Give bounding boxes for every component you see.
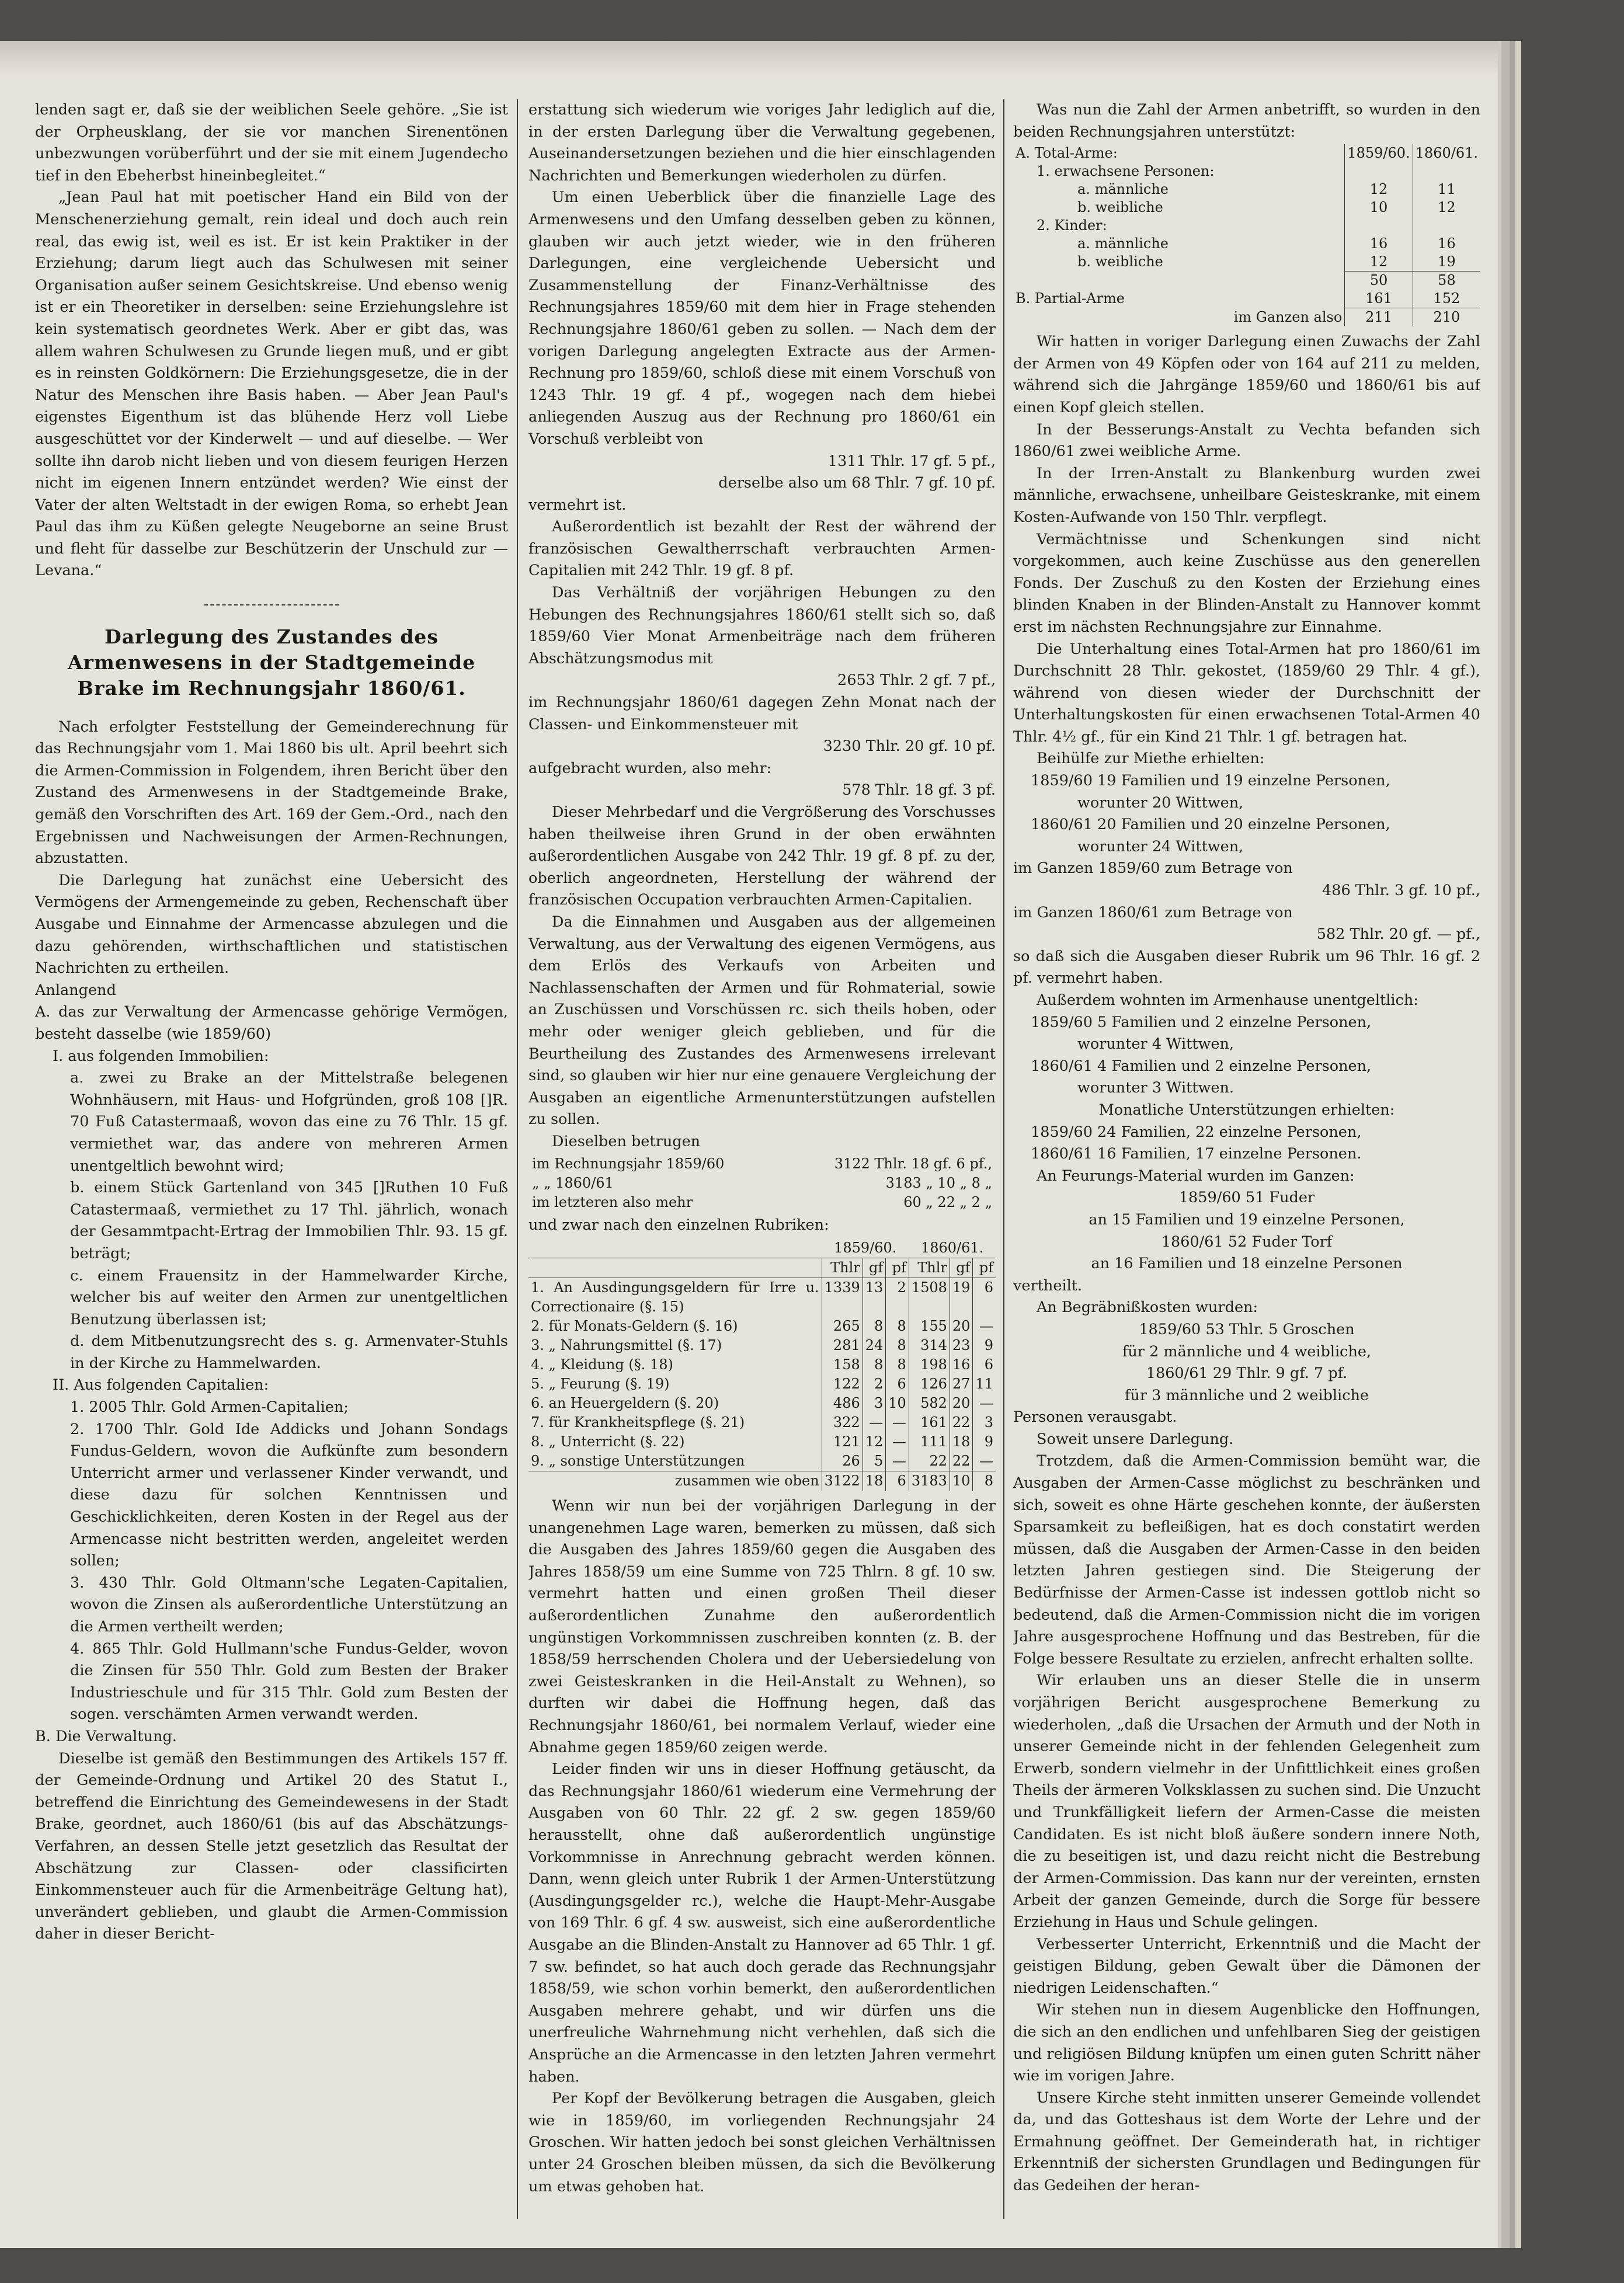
- column-right: [1013, 99, 1480, 2225]
- table-cell: 8: [863, 1355, 886, 1374]
- list-line: 1859/60 24 Familien, 22 einzelne Personen,: [1031, 1123, 1362, 1141]
- page-top-shadow: [0, 41, 1498, 76]
- table-sum-row: [1013, 272, 1480, 290]
- table-cell: 8: [886, 1336, 909, 1355]
- table-cell: 161: [909, 1413, 950, 1432]
- table-row: [528, 1374, 996, 1394]
- subsection-heading: II. Aus folgenden Capitalien:: [53, 1376, 269, 1394]
- paragraph: Wenn wir nun bei der vorjährigen Darlegung in der unangenehmen Lage waren, bemerken zu müssen, daß sich die Ausgaben des Jahres 1859/60 gegen die Ausgaben des Jahres 1858/59 um eine Summe von 725 Thlrn. 8 gf. 10 sw. vermehrt hatten und einen großen Theil dieser außerordentlichen Zunahme den außerordentlich ungünstigen Vorkommnissen zuschreiben konnten (z. B. der 1858/59 herrschenden Cholera und der Uebersiedelung von zwei Geisteskranken in die Heil-Anstalt zu Wehnen), so durften wir dabei die Hoffnung hegen, daß das Rechnungsjahr 1860/61, bei normalem Verlauf, wieder eine Abnahme gegen 1859/60 zeigen werde.: [528, 1497, 996, 1756]
- list-line: 1860/61 4 Familien und 2 einzelne Personen,: [1031, 1057, 1372, 1075]
- list-line: 1860/61 29 Thlr. 9 gf. 7 pf.: [1146, 1365, 1348, 1383]
- table-cell: 12: [1345, 180, 1413, 199]
- table-header-row: [528, 1238, 996, 1258]
- table-row: [528, 1336, 996, 1355]
- paragraph: Per Kopf der Bevölkerung betragen die Ausgaben, gleich wie in 1859/60, im vorliegenden Rechnungsjahr 24 Groschen. Wir hatten jedoch bei sonst gleichen Verhältnissen unter 24 Groschen bleiben müssen, da sich die Bevölkerung um etwas gehoben hat.: [528, 2090, 996, 2195]
- table-cell: 60 „ 22 „ 2 „: [903, 1193, 992, 1210]
- paragraph: In der Besserungs-Anstalt zu Vechta befanden sich 1860/61 zwei weibliche Arme.: [1013, 420, 1480, 461]
- section-heading: B. Die Verwaltung.: [35, 1727, 177, 1745]
- table-cell: —: [886, 1413, 909, 1432]
- table-cell: 155: [909, 1317, 950, 1336]
- table-cell: 8. „ Unterricht (§. 22): [531, 1433, 685, 1450]
- table-cell: 1. erwachsene Personen:: [1037, 163, 1215, 180]
- list-line: an 16 Familien und 18 einzelne Personen: [1091, 1255, 1403, 1273]
- table-total-row: [1013, 308, 1480, 327]
- table-cell: im Ganzen also: [1233, 308, 1343, 325]
- table-cell: 210: [1413, 308, 1480, 327]
- table-cell: —: [886, 1452, 909, 1471]
- list-line: für 3 männliche und 2 weibliche: [1124, 1386, 1369, 1404]
- table-cell: 11: [1413, 180, 1480, 199]
- table-cell: 2. für Monats-Geldern (§. 16): [531, 1318, 738, 1335]
- table-cell: 1. An Ausdingungsgeldern für Irre u. Correctionaire (§. 15): [531, 1279, 819, 1315]
- table-cell: 3: [863, 1394, 886, 1413]
- table-cell: 10: [886, 1394, 909, 1413]
- table-cell: 122: [822, 1374, 863, 1394]
- paragraph: Verbesserter Unterricht, Erkenntniß und die Macht der geistigen Bildung, geben Gewalt über die Dämonen der niedrigen Leidenschaften.“: [1013, 1935, 1480, 1997]
- table-header-cell: 1860/61.: [909, 1238, 996, 1258]
- list-line: für 2 männliche und 4 weibliche,: [1122, 1342, 1372, 1360]
- table-cell: 13: [863, 1278, 886, 1317]
- amount-line: 486 Thlr. 3 gf. 10 pf.,: [1322, 882, 1480, 900]
- paragraph: An Feurungs-Material wurden im Ganzen:: [1037, 1167, 1355, 1185]
- column-left: [35, 99, 508, 2225]
- list-line: im Ganzen 1860/61 zum Betrage von: [1013, 903, 1293, 921]
- table-header-cell: pf: [973, 1258, 996, 1278]
- table-cell: 27: [950, 1374, 973, 1394]
- table-cell: 3122: [822, 1471, 863, 1491]
- table-cell: 7. für Krankheitspflege (§. 21): [531, 1414, 745, 1431]
- table-cell: 6. an Heuergeldern (§. 20): [531, 1395, 719, 1412]
- amount-line: 582 Thlr. 20 gf. — pf.,: [1316, 925, 1480, 944]
- table-cell: 322: [822, 1413, 863, 1432]
- table-cell: zusammen wie oben: [528, 1471, 822, 1491]
- table-row: [528, 1432, 996, 1452]
- table-cell: 198: [909, 1355, 950, 1374]
- list-item: 3. 430 Thlr. Gold Oltmann'sche Legaten-Capitalien, wovon die Zinsen als außerordentliche Unterstützung an die Armen vertheilt werden;: [70, 1574, 508, 1635]
- paragraph: „Jean Paul hat mit poetischer Hand ein Bild von der Menschenerziehung gemalt, rein ideal und doch auch rein real, das ewig ist, weil es ist. Er ist kein Praktiker in der Erziehung; darum liegt auch das Schulwesen mit seiner Organisation außer seinem Gesichtskreise. Und ebenso wenig ist er ein Theoretiker in derselben: seine Erziehungslehre ist kein systematisch geordnetes Werk. Aber er gibt das, was allem wahren Schulwesen zu Grunde liegen muß, und er gibt es in reinsten Goldkörnern: Die Erziehungsgesetze, die in der Natur des Menschen ihre Basis haben. — Aber Jean Paul's eigenstes Eigenthum ist das blühende Herz voll Liebe ausgeschüttet vor der Kinderwelt — und auf dieselbe. — Wer sollte ihn darob nicht lieben und von diesem feurigen Herzen nicht im eigenen Innern entzündet werden? Wie einst der Vater der alten Weltstadt in der ewigen Roma, so erhebt Jean Paul das ihm zu Küßen gelegte Neugeborne an seine Brust und fleht für dasselbe zur Beschützerin der Unschuld zur — Levana.“: [35, 189, 508, 580]
- list-line: 1859/60 51 Fuder: [1178, 1189, 1315, 1207]
- table-cell: 11: [973, 1374, 996, 1394]
- table-cell: 16: [950, 1355, 973, 1374]
- table-cell: [1345, 217, 1413, 235]
- paragraph: Nach erfolgter Feststellung der Gemeinderechnung für das Rechnungsjahr vom 1. Mai 1860 bis ult. April beehrt sich die Armen-Commission in Folgendem, ihren Bericht über den Zustand des Armenwesens in der Stadtgemeinde Brake, gemäß den Vorschriften des Art. 169 der Gem.-Ord., nach den Ergebnissen und Nachweisungen der Armen-Rechnungen, abzustatten.: [35, 718, 508, 868]
- paragraph: Leider finden wir uns in dieser Hoffnung getäuscht, da das Rechnungsjahr 1860/61 wiederum eine Vermehrung der Ausgaben von 60 Thlr. 22 gf. 2 sw. gegen 1859/60 herausstellt, ohne daß außerordentlich ungünstige Vorkommnisse in Anrechnung gebracht werden können. Dann, wenn gleich unter Rubrik 1 der Armen-Unterstützung (Ausdingungsgelder rc.), welche die Haupt-Mehr-Ausgabe von 169 Thlr. 6 gf. 4 sw. ausweist, sich eine außerordentliche Ausgabe an die Blinden-Anstalt zu Hannover ad 65 Thlr. 1 gf. 7 sw. befindet, so hat auch doch gerade das Rechnungsjahr 1858/59, wie schon vorhin bemerkt, den außerordentlichen Ausgaben mehrere gehabt, und wir dürfen uns die unerfreuliche Wahrnehmung nicht verhehlen, daß sich die Ansprüche an die Armencasse in den letzten Jahren vermehrt haben.: [528, 1760, 996, 2086]
- paragraph: und zwar nach den einzelnen Rubriken:: [528, 1216, 829, 1234]
- table-cell: —: [863, 1413, 886, 1432]
- table-header-cell: Thlr: [822, 1258, 863, 1278]
- table-cell: 10: [1345, 199, 1413, 217]
- table-row: [1013, 253, 1480, 272]
- table-header-cell: 1859/60.: [822, 1238, 909, 1258]
- list-line: 1860/61 20 Familien und 20 einzelne Personen,: [1031, 816, 1390, 834]
- column-middle: [528, 99, 996, 2225]
- table-header-cell: A. Total-Arme:: [1016, 145, 1118, 162]
- paragraph: Außerordentlich ist bezahlt der Rest der während der französischen Gewaltherrschaft verbrauchten Armen-Capitalien mit 242 Thlr. 19 gf. 8 pf.: [528, 518, 996, 580]
- table-cell: 24: [863, 1336, 886, 1355]
- table-cell: [1345, 162, 1413, 180]
- paragraph: Wir stehen nun in diesem Augenblicke den Hoffnungen, die sich an den endlichen und unfehlbaren Sieg der geistigen und religiösen Bildung knüpfen um einen guten Schritt näher wie im vorigen Jahre.: [1013, 2001, 1480, 2085]
- table-row: [528, 1413, 996, 1432]
- table-cell: [1013, 272, 1345, 290]
- table-cell: 5: [863, 1452, 886, 1471]
- paragraph: Da die Einnahmen und Ausgaben aus der allgemeinen Verwaltung, aus der Verwaltung des eigenen Vermögens, aus dem Erlös des Verkaufs von Arbeiten und Nachlassenschaften der Armen und für Rohmaterial, sowie an Zuschüssen und Vorschüssen rc. sich theils hoben, oder mehr oder weniger gleich geblieben, und für die Beurtheilung des Zustandes des Armenwesens irrelevant sind, so glauben wir hier nur eine genauere Vergleichung der Ausgaben an eigentliche Armenunterstützungen aufstellen zu sollen.: [528, 913, 996, 1129]
- table-cell: 9. „ sonstige Unterstützungen: [531, 1453, 745, 1470]
- table-cell: 158: [822, 1355, 863, 1374]
- separator: [35, 590, 508, 612]
- list-item: 4. 865 Thlr. Gold Hullmann'sche Fundus-Gelder, wovon die Zinsen für 550 Thlr. Gold zum Besten der Braker Industrieschule und für 315 Thlr. Gold zum Besten der sogen. verschämten Armen verwandt werden.: [70, 1640, 508, 1724]
- table-cell: 22: [950, 1413, 973, 1432]
- table-cell: 211: [1345, 308, 1413, 327]
- table-cell: 152: [1413, 290, 1480, 308]
- table-header-row: [528, 1258, 996, 1278]
- table-cell: 12: [1413, 199, 1480, 217]
- table-cell: 3122 Thlr. 18 gf. 6 pf.,: [834, 1155, 992, 1172]
- table-cell: 6: [886, 1471, 909, 1491]
- table-cell: 6: [973, 1355, 996, 1374]
- table-cell: 19: [1413, 253, 1480, 272]
- table-cell: 18: [863, 1471, 886, 1491]
- table-cell: 16: [1345, 235, 1413, 253]
- table-row: [1013, 199, 1480, 217]
- table-cell: 121: [822, 1432, 863, 1452]
- table-cell: —: [886, 1432, 909, 1452]
- yearly-comparison-table: [528, 1154, 996, 1212]
- table-row: [528, 1394, 996, 1413]
- table-cell: [1413, 162, 1480, 180]
- list-line: 1859/60 19 Familien und 19 einzelne Personen,: [1031, 772, 1390, 790]
- table-cell: 2: [863, 1374, 886, 1394]
- list-line: worunter 4 Wittwen,: [1077, 1035, 1234, 1053]
- paragraph: Dieser Mehrbedarf und die Vergrößerung des Vorschusses haben theilweise ihren Grund in der oben erwähnten außerordentlichen Ausgabe von 242 Thlr. 19 gf. 8 pf. zu der, oberlich angeordneten, Herstellung der während der französischen Occupation verbrauchten Armen-Capitalien.: [528, 803, 996, 909]
- table-row: [528, 1174, 996, 1193]
- table-row: [1013, 290, 1480, 308]
- table-row: [1013, 162, 1480, 180]
- table-cell: 9: [973, 1336, 996, 1355]
- list-line: 1859/60 5 Familien und 2 einzelne Personen,: [1031, 1013, 1372, 1031]
- paragraph: aufgebracht wurden, also mehr:: [528, 759, 772, 777]
- column-rule: [1003, 99, 1004, 2219]
- table-cell: 3. „ Nahrungsmittel (§. 17): [531, 1337, 722, 1354]
- table-header-cell: pf: [886, 1258, 909, 1278]
- list-item: d. dem Mitbenutzungsrecht des s. g. Armenvater-Stuhls in der Kirche zu Hammelwarden.: [70, 1332, 508, 1372]
- paragraph: Soweit unsere Darlegung.: [1037, 1430, 1234, 1448]
- list-line: worunter 24 Wittwen,: [1077, 837, 1244, 855]
- column-rule: [517, 99, 518, 2219]
- table-header-row: [1013, 144, 1480, 162]
- table-row: [1013, 235, 1480, 253]
- paragraph: erstattung sich wiederum wie voriges Jahr lediglich auf die, in der ersten Darlegung über die Verwaltung gegebenen, Auseinandersetzungen beziehen und die hier einschlagenden Nachrichten und Bemerkungen wiederholen zu dürfen.: [528, 101, 996, 185]
- table-cell: 126: [909, 1374, 950, 1394]
- table-cell: 1508: [909, 1278, 950, 1317]
- table-row: [1013, 180, 1480, 199]
- paragraph: An Begräbnißkosten wurden:: [1037, 1299, 1258, 1317]
- table-row: [528, 1278, 996, 1317]
- table-cell: 10: [950, 1471, 973, 1491]
- table-cell: b. weibliche: [1077, 199, 1163, 216]
- list-line: 1860/61 52 Fuder Torf: [1161, 1233, 1333, 1251]
- paragraph: Wir erlauben uns an dieser Stelle die in unserm vorjährigen Bericht ausgesprochene Bemerkung zu wiederholen, „daß die Ursachen der Armuth und der Noth in unserer Gemeinde nicht in der fehlenden Gelegenheit zum Erwerb, sondern vielmehr in der Unfittlichkeit eines großen Theils der ärmeren Volksklassen zu suchen sind. Die Unzucht und Trunkfälligkeit liefern der Armen-Casse die meisten Candidaten. Es ist nicht bloß äußere sondern innere Noth, die zu beseitigen ist, und dazu reicht nicht die Bestrebung der Armen-Commission. Das kann nur der vereinten, ernsten Arbeit der ganzen Gemeinde, durch die Sorge für bessere Erziehung in Haus und Schule gelingen.: [1013, 1672, 1480, 1931]
- table-cell: 2: [886, 1278, 909, 1317]
- table-row: [1013, 217, 1480, 235]
- paragraph: Außerdem wohnten im Armenhause unentgeltlich:: [1037, 991, 1418, 1009]
- table-cell: 111: [909, 1432, 950, 1452]
- table-cell: 8: [863, 1317, 886, 1336]
- table-cell: 1339: [822, 1278, 863, 1317]
- list-item: 1. 2005 Thlr. Gold Armen-Capitalien;: [70, 1398, 349, 1417]
- table-cell: —: [973, 1394, 996, 1413]
- table-cell: 6: [973, 1278, 996, 1317]
- table-cell: 22: [909, 1452, 950, 1471]
- table-cell: 26: [822, 1452, 863, 1471]
- table-cell: 3183 „ 10 „ 8 „: [885, 1174, 992, 1191]
- table-header-cell: [528, 1238, 822, 1258]
- list-line: im Ganzen 1859/60 zum Betrage von: [1013, 859, 1293, 878]
- list-line: worunter 3 Wittwen.: [1077, 1079, 1234, 1097]
- table-cell: 18: [950, 1432, 973, 1452]
- table-header-cell: gf: [950, 1258, 973, 1278]
- paragraph: Die Unterhaltung eines Total-Armen hat pro 1860/61 im Durchschnitt 28 Thlr. gekostet, (1859/60 29 Thlr. 4 gf.), während von diesen wieder der Durchschnitt der Unterhaltungskosten für einen erwachsenen Total-Armen 40 Thlr. 4½ gf., für ein Kind 21 Thlr. 1 gf. betragen hat.: [1013, 640, 1480, 746]
- table-row: [528, 1355, 996, 1374]
- table-cell: 6: [886, 1374, 909, 1394]
- amount-line: 578 Thlr. 18 gf. 3 pf.: [842, 781, 996, 799]
- table-cell: 20: [950, 1317, 973, 1336]
- paragraph: Vermächtnisse und Schenkungen sind nicht vorgekommen, auch keine Zuschüsse aus den generellen Fonds. Der Zuschuß zu den Kosten der Erziehung eines blinden Knaben in der Blinden-Anstalt zu Hannover kommt erst im nächsten Rechnungsjahre zur Einnahme.: [1013, 530, 1480, 636]
- paragraph: Was nun die Zahl der Armen anbetrifft, so wurden in den beiden Rechnungsjahren unterstützt:: [1013, 101, 1480, 141]
- table-cell: 5. „ Feurung (§. 19): [531, 1376, 670, 1393]
- amount-line: 3230 Thlr. 20 gf. 10 pf.: [823, 737, 996, 756]
- paragraph: Die Darlegung hat zunächst eine Uebersicht des Vermögens der Armengemeinde zu geben, Rechenschaft über Ausgabe und Einnahme der Armencasse abzulegen und die dazu gehörenden, wirthschaftlichen und statistischen Nachrichten zu ertheilen.: [35, 871, 508, 977]
- list-line: an 15 Familien und 19 einzelne Personen,: [1089, 1210, 1405, 1228]
- table-cell: 23: [950, 1336, 973, 1355]
- table-cell: a. männliche: [1077, 181, 1169, 198]
- table-cell: 8: [973, 1471, 996, 1491]
- table-cell: 314: [909, 1336, 950, 1355]
- list-line: vertheilt.: [1013, 1276, 1083, 1294]
- table-header-cell: 1859/60.: [1345, 144, 1413, 162]
- expenditure-table: [528, 1238, 996, 1491]
- amount-line: derselbe also um 68 Thlr. 7 gf. 10 pf.: [718, 474, 996, 492]
- table-cell: 281: [822, 1336, 863, 1355]
- list-item: a. zwei zu Brake an der Mittelstraße belegenen Wohnhäusern, mit Haus- und Hofgründen, groß 108 []R. 70 Fuß Catastermaaß, wovon das eine zu 76 Thlr. 15 gf. vermiethet war, das andere von mehreren Armen unentgeltlich bewohnt wird;: [70, 1069, 508, 1175]
- paragraph: Unsere Kirche steht inmitten unserer Gemeinde vollendet da, und das Gotteshaus ist dem Worte der Lehre und der Ermahnung geöffnet. Der Gemeinderath hat, in richtiger Erkenntniß der sichersten Grundlagen und Bedingungen für das Gedeihen der heran-: [1013, 2089, 1480, 2195]
- table-cell: —: [973, 1452, 996, 1471]
- list-line: so daß sich die Ausgaben dieser Rubrik um 96 Thlr. 16 gf. 2 pf. vermehrt haben.: [1013, 947, 1480, 987]
- paragraph: lenden sagt er, daß sie der weiblichen Seele gehöre. „Sie ist der Orpheusklang, der sie vor manchen Sirenentönen unbezwungen vorüberführt und der sie mit einem Jugendecho tief in den Ebeherbst hineinbegleitet.“: [35, 101, 508, 185]
- table-header-cell: gf: [863, 1258, 886, 1278]
- list-item: b. einem Stück Gartenland von 345 []Ruthen 10 Fuß Catastermaaß, vermiethet zu 17 Thl. jährlich, wonach der Gesammtpacht-Ertrag der Immobilien Thlr. 93. 15 gf. beträgt;: [70, 1179, 508, 1262]
- paragraph: Dieselben betrugen: [552, 1132, 701, 1150]
- paragraph: im Rechnungsjahr 1860/61 dagegen Zehn Monat nach der Classen- und Einkommensteuer mit: [528, 694, 996, 733]
- paragraph: Um einen Ueberblick über die finanzielle Lage des Armenwesens und den Umfang desselben geben zu können, glauben wir auch jetzt wieder, wie in den früheren Darlegungen, eine vergleichende Uebersicht und Zusammenstellung der Finanz-Verhältnisse des Rechnungsjahres 1859/60 mit dem hier in Frage stehenden Rechnungsjahre 1860/61 geben zu sollen. — Nach dem der vorigen Darlegung angelegten Extracte aus der Armen-Rechnung pro 1859/60, schloß diese mit einem Vorschuß von 1243 Thlr. 19 gf. 4 pf., wogegen nach dem hiebei anliegenden Auszug aus der Rechnung pro 1860/61 ein Vorschuß verbleibt von: [528, 189, 996, 448]
- table-cell: 486: [822, 1394, 863, 1413]
- paragraph: Beihülfe zur Miethe erhielten:: [1037, 750, 1265, 768]
- table-cell: 50: [1345, 272, 1413, 290]
- table-cell: 3: [973, 1413, 996, 1432]
- list-item: c. einem Frauensitz in der Hammelwarder Kirche, welcher bis auf weiter den Armen zur unentgeltlichen Benutzung überlassen ist;: [70, 1266, 508, 1328]
- table-cell: 3183: [909, 1471, 950, 1491]
- table-cell: 4. „ Kleidung (§. 18): [531, 1356, 673, 1373]
- newspaper-page: [0, 41, 1501, 2248]
- table-cell: [1413, 217, 1480, 235]
- table-total-row: [528, 1471, 996, 1491]
- table-cell: im Rechnungsjahr 1859/60: [532, 1155, 725, 1172]
- table-cell: —: [973, 1317, 996, 1336]
- table-cell: im letzteren also mehr: [532, 1193, 693, 1210]
- amount-line: 1311 Thlr. 17 gf. 5 pf.,: [827, 452, 996, 470]
- table-cell: 22: [950, 1452, 973, 1471]
- table-cell: 8: [886, 1317, 909, 1336]
- list-item: 2. 1700 Thlr. Gold Ide Addicks und Johann Sondags Fundus-Geldern, wovon die Aufkünfte zum besondern Unterricht armer und verlassener Kinder verwandt, und diese dazu für solchen Kenntnissen und Geschicklichkeiten, deren Kosten in der Regel aus der Armencasse nicht bestritten werden, angeleitet werden sollen;: [70, 1420, 508, 1570]
- table-row: [528, 1317, 996, 1336]
- table-cell: 20: [950, 1394, 973, 1413]
- table-header-cell: 1860/61.: [1413, 144, 1480, 162]
- paragraph: Trotzdem, daß die Armen-Commission bemüht war, die Ausgaben der Armen-Casse möglichst zu beschränken und sich, soweit es ohne Härte geschehen konnte, der äußersten Sparsamkeit zu befleißigen, hat es doch constatirt werden müssen, daß die Ausgaben der Armen-Casse in den beiden letzten Jahren gestiegen sind. Die Steigerung der Bedürfnisse der Armen-Casse ist indessen gottlob nicht so bedeutend, daß die Armen-Commission nicht die im vorigen Jahre ausgesprochene Hoffnung und das Bestreben, für die Folge bessere Resultate zu erzielen, anfrecht erhalten sollte.: [1013, 1452, 1480, 1668]
- list-line: Monatliche Unterstützungen erhielten:: [1098, 1101, 1395, 1119]
- table-header-cell: [528, 1258, 822, 1278]
- paragraph: Wir hatten in voriger Darlegung einen Zuwachs der Zahl der Armen von 49 Köpfen oder von 164 auf 211 zu melden, während sich die Jahrgänge 1859/60 und 1860/61 bis auf einen Kopf gleich stellen.: [1013, 333, 1480, 416]
- table-cell: 12: [1345, 253, 1413, 272]
- list-line: 1860/61 16 Familien, 17 einzelne Personen.: [1031, 1145, 1362, 1163]
- list-line: Personen verausgabt.: [1013, 1408, 1177, 1426]
- paragraph: Dieselbe ist gemäß den Bestimmungen des Artikels 157 ff. der Gemeinde-Ordnung und Artikel 20 des Statut I., betreffend die Einrichtung des Gemeindewesens in der Stadt Brake, geordnet, auch 1860/61 (bis auf das Abschätzungs-Verfahren, an dessen Stelle jetzt gesetzlich das Resultat der Abschätzung zur Classen- oder classificirten Einkommensteuer auch für die Armenbeiträge Geltung hat), unverändert geblieben, und glaubt die Armen-Commission daher in dieser Bericht-: [35, 1749, 508, 1943]
- list-line: worunter 20 Wittwen,: [1077, 794, 1244, 812]
- table-cell: 582: [909, 1394, 950, 1413]
- table-cell: 16: [1413, 235, 1480, 253]
- article-heading: Darlegung des Zustandes des Armenwesens in der Stadtgemeinde Brake im Rechnungsjahr 1860/61.: [67, 625, 476, 699]
- list-line: 1859/60 53 Thlr. 5 Groschen: [1139, 1320, 1355, 1338]
- table-cell: 58: [1413, 272, 1480, 290]
- table-cell: „ „ 1860/61: [532, 1174, 614, 1191]
- table-row: [528, 1452, 996, 1471]
- paragraph: vermehrt ist.: [528, 496, 627, 514]
- table-row: [528, 1154, 996, 1174]
- table-cell: 19: [950, 1278, 973, 1317]
- table-cell: 8: [886, 1355, 909, 1374]
- paragraph: Das Verhältniß der vorjährigen Hebungen zu den Hebungen des Rechnungsjahres 1860/61 stellt sich so, daß 1859/60 Vier Monat Armenbeiträge nach dem früheren Abschätzungsmodus mit: [528, 584, 996, 667]
- table-cell: B. Partial-Arme: [1016, 290, 1125, 307]
- table-header-cell: Thlr: [909, 1258, 950, 1278]
- table-row: [528, 1193, 996, 1212]
- subsection-heading: I. aus folgenden Immobilien:: [53, 1047, 269, 1065]
- table-cell: 9: [973, 1432, 996, 1452]
- table-cell: 12: [863, 1432, 886, 1452]
- table-cell: 161: [1345, 290, 1413, 308]
- table-cell: 2. Kinder:: [1037, 217, 1107, 234]
- table-cell: b. weibliche: [1077, 253, 1163, 270]
- amount-line: 2653 Thlr. 2 gf. 7 pf.,: [837, 671, 996, 690]
- paragraph: Anlangend: [35, 981, 116, 999]
- section-heading: A. das zur Verwaltung der Armencasse gehörige Vermögen, besteht dasselbe (wie 1859/60): [35, 1003, 508, 1043]
- poor-count-table: [1013, 144, 1480, 326]
- paragraph: In der Irren-Anstalt zu Blankenburg wurden zwei männliche, erwachsene, unheilbare Geisteskranke, mit einem Kosten-Aufwande von 150 Thlr. verpflegt.: [1013, 464, 1480, 526]
- table-cell: 265: [822, 1317, 863, 1336]
- table-cell: a. männliche: [1077, 235, 1169, 252]
